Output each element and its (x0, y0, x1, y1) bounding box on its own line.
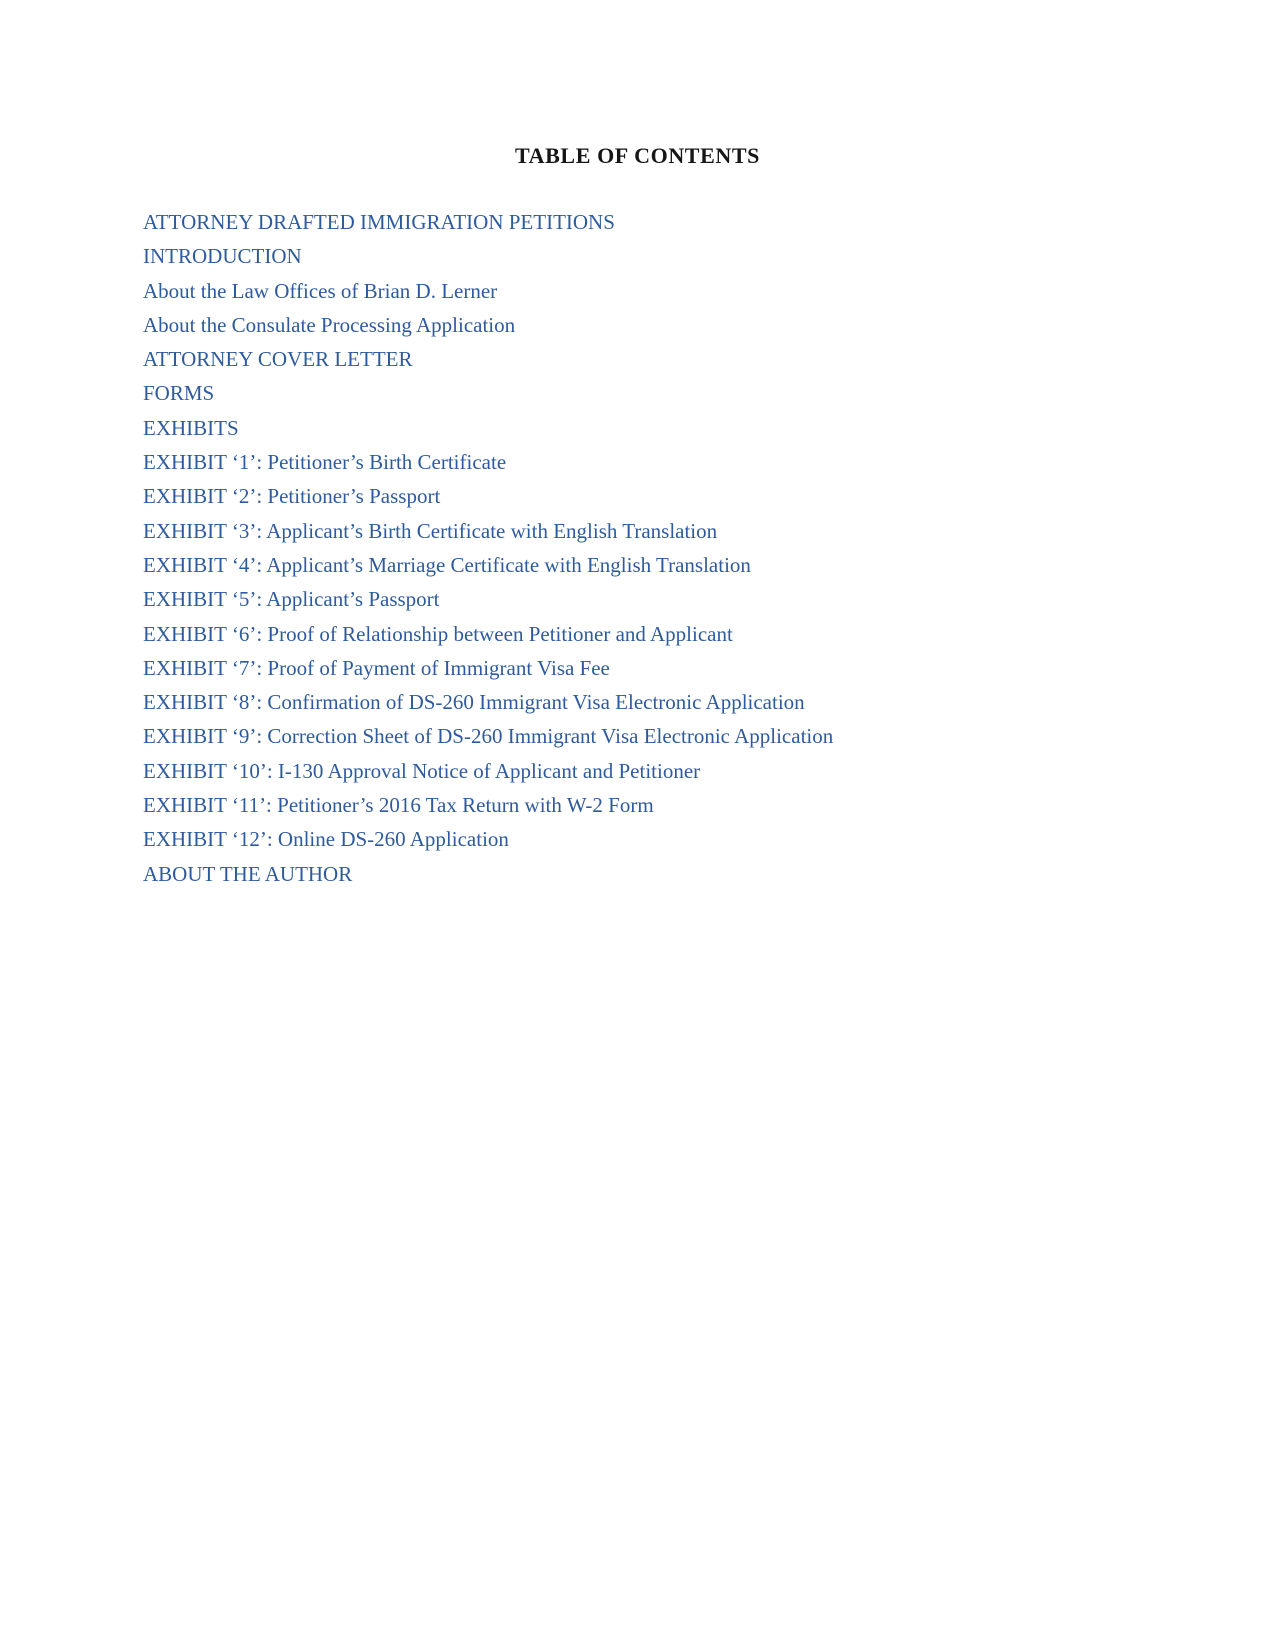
toc-entry-link[interactable]: ATTORNEY COVER LETTER (143, 347, 413, 372)
toc-entry-link[interactable]: EXHIBIT ‘3’: Applicant’s Birth Certificate with English Translation (143, 518, 718, 543)
toc-entry (143, 239, 1175, 273)
toc-entry (143, 617, 1175, 651)
toc-entry (143, 822, 1175, 856)
toc-entry (143, 788, 1175, 822)
toc-entry (143, 479, 1175, 513)
toc-entry (143, 514, 1175, 548)
toc-entry-link[interactable]: About the Consulate Processing Application (143, 312, 516, 337)
toc-entry (143, 376, 1175, 410)
toc-entry-link[interactable]: EXHIBIT ‘4’: Applicant’s Marriage Certificate with English Translation (143, 552, 751, 577)
toc-entry-link[interactable]: About the Law Offices of Brian D. Lerner (143, 278, 498, 303)
toc-entry (143, 411, 1175, 445)
toc-entry-link[interactable]: EXHIBIT ‘5’: Applicant’s Passport (143, 587, 440, 612)
toc-entry-link[interactable]: EXHIBIT ‘11’: Petitioner’s 2016 Tax Return with W-2 Form (143, 793, 654, 818)
toc-entry-link[interactable]: EXHIBIT ‘8’: Confirmation of DS-260 Immigrant Visa Electronic Application (143, 690, 805, 715)
toc-entry (143, 685, 1175, 719)
toc-entry-link[interactable]: EXHIBIT ‘9’: Correction Sheet of DS-260 Immigrant Visa Electronic Application (143, 724, 834, 749)
toc-entry-link[interactable]: FORMS (143, 381, 215, 406)
toc-entry (143, 719, 1175, 753)
toc-entry (143, 445, 1175, 479)
toc-list (0, 205, 1275, 891)
toc-entry (143, 651, 1175, 685)
toc-entry (143, 205, 1175, 239)
toc-entry (143, 274, 1175, 308)
toc-entry-link[interactable]: ABOUT THE AUTHOR (143, 861, 353, 886)
toc-entry-link[interactable]: EXHIBITS (143, 415, 239, 440)
toc-entry (143, 857, 1175, 891)
toc-entry-link[interactable]: EXHIBIT ‘2’: Petitioner’s Passport (143, 484, 441, 509)
toc-entry-link[interactable]: ATTORNEY DRAFTED IMMIGRATION PETITIONS (143, 210, 615, 234)
toc-entry (143, 754, 1175, 788)
toc-entry (143, 548, 1175, 582)
toc-entry-link[interactable]: INTRODUCTION (143, 244, 302, 269)
toc-entry-link[interactable]: EXHIBIT ‘7’: Proof of Payment of Immigrant Visa Fee (143, 655, 610, 680)
toc-entry-link[interactable]: EXHIBIT ‘6’: Proof of Relationship between Petitioner and Applicant (143, 621, 733, 646)
toc-entry (143, 582, 1175, 616)
toc-entry-link[interactable]: EXHIBIT ‘10’: I-130 Approval Notice of Applicant and Petitioner (143, 758, 701, 783)
toc-entry-link[interactable]: EXHIBIT ‘12’: Online DS-260 Application (143, 827, 509, 852)
toc-entry-link[interactable]: EXHIBIT ‘1’: Petitioner’s Birth Certificate (143, 450, 507, 475)
toc-entry (143, 342, 1175, 376)
toc-entry (143, 308, 1175, 342)
page-title: TABLE OF CONTENTS (515, 143, 760, 168)
